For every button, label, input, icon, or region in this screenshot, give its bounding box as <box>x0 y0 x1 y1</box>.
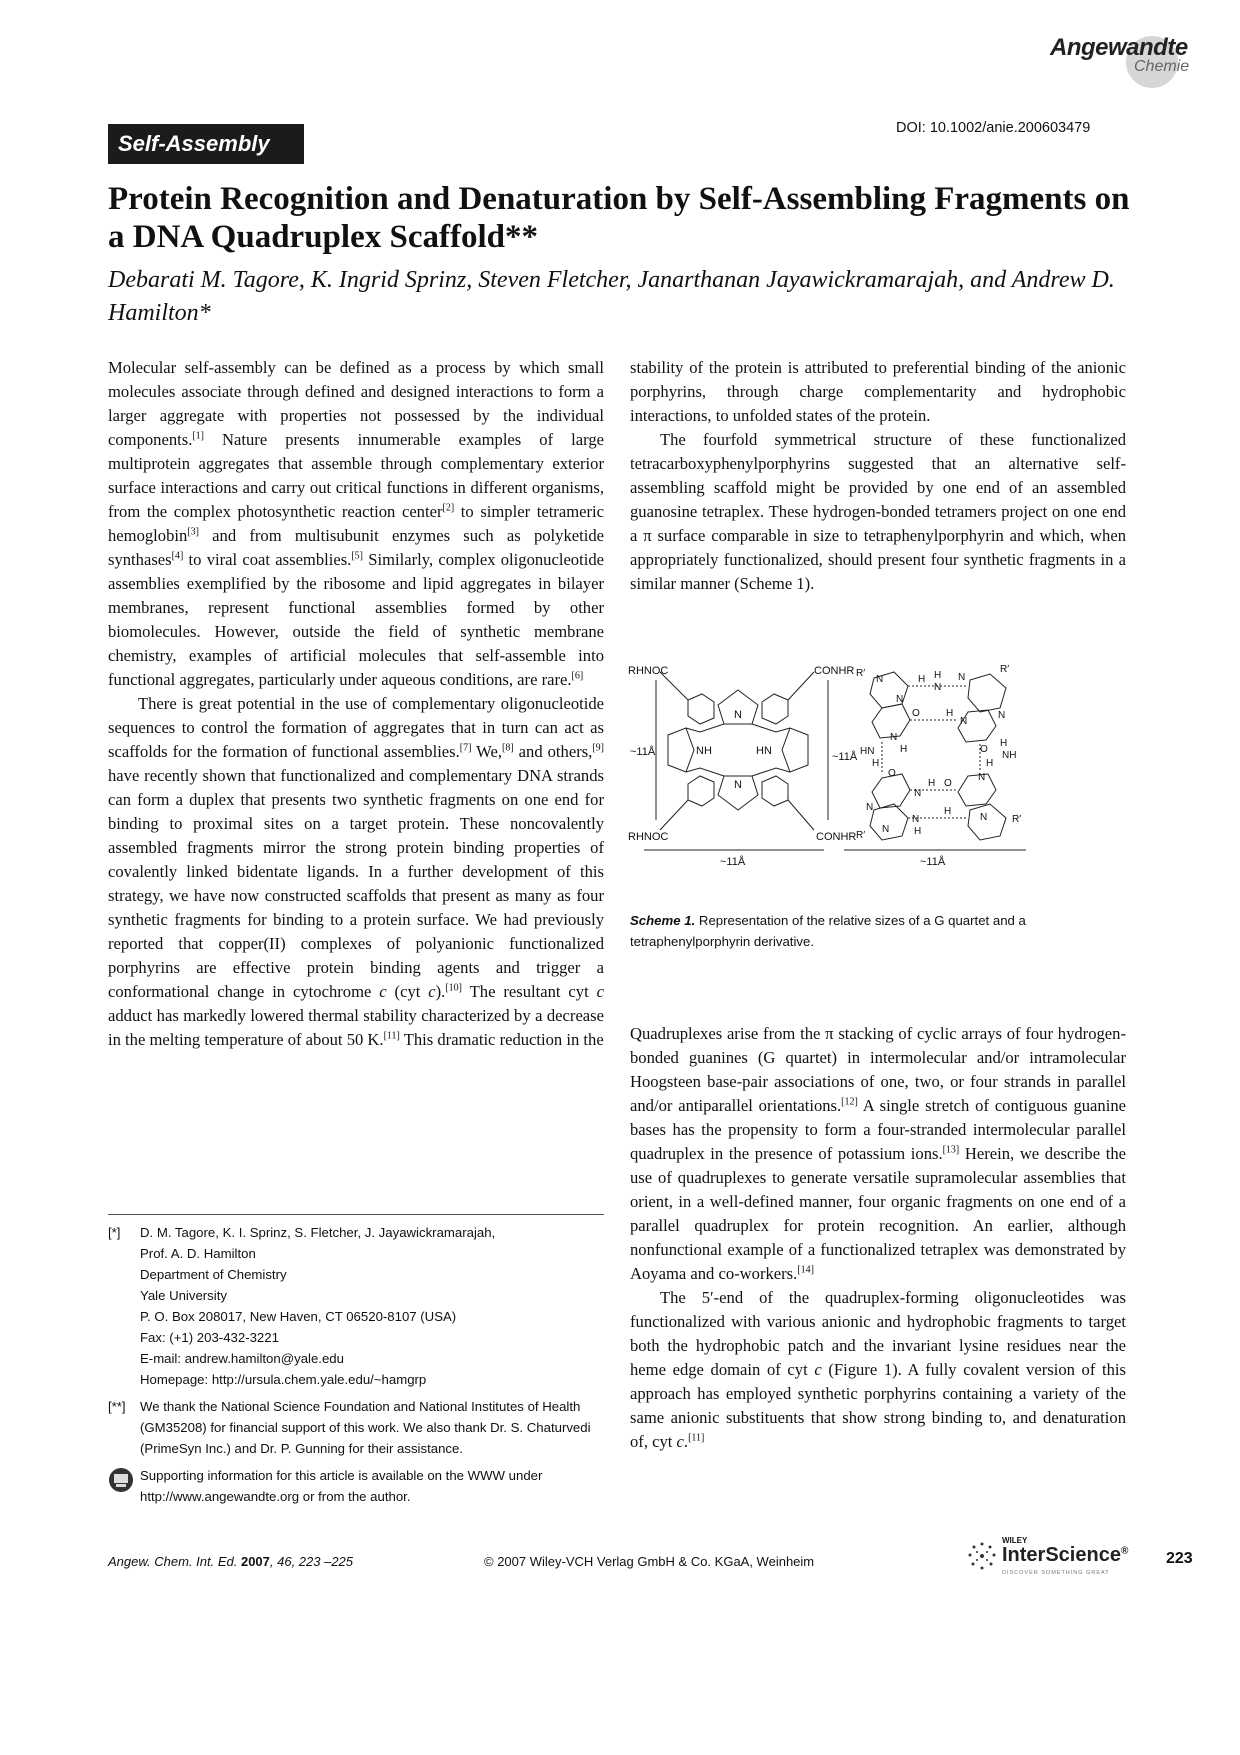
interscience-logo <box>966 1536 1136 1586</box>
quartet-label: H <box>928 778 936 789</box>
quartet-label: O <box>888 768 896 779</box>
interscience-label: InterScience® <box>1002 1544 1129 1566</box>
paragraph: There is great potential in the use of complementary oligonucleotide sequences to control the formation of aggregates that in turn can act as scaffolds for the formation of functional assemblies.[7] We,[8] and others,[9] have recently shown that functionalized and complementary DNA strands can form a duplex that presents two synthetic fragments on one end for binding to proximal sites on a target protein. These noncovalently assembled fragments mirror the strong protein binding properties of covalently linked bidentate ligands. In a further development of this strategy, we have now constructed scaffolds that present as many as four synthetic fragments for binding to a protein surface. We had previously reported that copper(II) complexes of polyanionic functionalized porphyrins are effective protein binding agents and trigger a conformational change in cytochrome c (cyt c).[10] The resultant cyt c adduct has markedly lowered thermal stability characterized by a decrease in the melting temperature of about 50 K.[11] This dramatic reduction in the <box>108 694 604 1049</box>
quartet-label: N <box>890 732 898 743</box>
quartet-label: H <box>918 674 926 685</box>
dimension-label: ~11Å <box>920 856 946 868</box>
scheme-label: RHNOC <box>628 665 669 677</box>
footnote-mark: [**] <box>108 1399 126 1414</box>
quartet-label: H <box>934 670 942 681</box>
quartet-label: H <box>872 758 880 769</box>
scheme-label: N <box>734 709 742 721</box>
footnote-supporting-info: Supporting information for this article is available on the WWW under http://www.angewandte.org or from the author. <box>108 1465 608 1507</box>
quartet-label: H <box>946 708 954 719</box>
dimension-label: ~11Å <box>832 751 858 763</box>
scheme-label: CONHR <box>814 665 855 677</box>
quartet-label: R′ <box>856 830 866 841</box>
computer-icon <box>108 1467 134 1493</box>
homepage-link[interactable]: Homepage: http://ursula.chem.yale.edu/~hamgrp <box>140 1372 427 1387</box>
logo-line1: Angewandte <box>1050 34 1188 61</box>
quartet-label: HN <box>860 746 875 757</box>
quartet-label: O <box>944 778 952 789</box>
authors: Debarati M. Tagore, K. Ingrid Sprinz, Steven Fletcher, Janarthanan Jayawickramarajah, and Andrew D. Hamilton* <box>108 267 1115 326</box>
interscience-globe-icon <box>966 1540 998 1572</box>
scheme-label: RHNOC <box>628 831 669 843</box>
article-title: Protein Recognition and Denaturation by Self-Assembling Fragments on a DNA Quadruplex Scaffold** <box>108 181 1130 255</box>
right-column-top <box>630 356 1126 596</box>
scheme-caption <box>630 910 1126 952</box>
paragraph: Quadruplexes arise from the π stacking of cyclic arrays of four hydrogen-bonded guanines (G quartet) in intermolecular and/or intramolecular Hoogsteen base-pair associations of one, two, or four strands in parallel and/or antiparallel orientations.[12] A single stretch of contiguous guanine bases has the propensity to form a four-stranded intermolecular parallel quadruplex in the presence of potassium ions.[13] Herein, we describe the use of quadruplexes to generate versatile supramolecular assemblies that orient, in a well-defined manner, four organic fragments on one end of a parallel quadruplex for protein recognition. An earlier, although nonfunctional example of a functionalized tetraplex was demonstrated by Aoyama and co-workers.[14] <box>630 1024 1126 1283</box>
footnote-affiliation: [*] D. M. Tagore, K. I. Sprinz, S. Fletcher, J. Jayawickramarajah, Prof. A. D. Hamilton Department of Chemistry Yale University P. O. Box 208017, New Haven, CT 06520-8107 (USA) Fax: (+1) 203-432-3221 E-mail: andrew.hamilton@yale.edu Homepage: http://ursula.chem.yale.edu/~hamgrp <box>108 1222 608 1390</box>
quartet-label: O <box>980 744 988 755</box>
quartet-label: O <box>912 708 920 719</box>
quartet-label: R′ <box>856 668 866 679</box>
interscience-tagline: DISCOVER SOMETHING GREAT <box>1002 1570 1110 1576</box>
paragraph: The fourfold symmetrical structure of these functionalized tetracarboxyphenylporphyrins suggested that an alternative self-assembling scaffold might be provided by one end of an assembled guanosine tetraplex. These hydrogen-bonded tetramers project on one end a π surface comparable in size to tetraphenylporphyrin and which, when appropriately functionalized, should present four synthetic fragments in a similar manner (Scheme 1). <box>630 430 1126 593</box>
quartet-label: N <box>876 674 884 685</box>
footnote-rule <box>108 1214 604 1215</box>
right-column-bottom <box>630 1022 1126 1454</box>
copyright: © 2007 Wiley-VCH Verlag GmbH & Co. KGaA, Weinheim <box>484 1554 815 1569</box>
caption-text: Representation of the relative sizes of a G quartet and a tetraphenylporphyrin derivative. <box>630 913 1026 949</box>
page-number: 223 <box>1166 1550 1193 1567</box>
quartet-label: N <box>914 788 922 799</box>
dimension-label: ~11Å <box>720 856 746 868</box>
footnote-mark: [*] <box>108 1225 121 1240</box>
quartet-label: H <box>944 806 952 817</box>
journal-citation: Angew. Chem. Int. Ed. 2007, 46, 223 –225 <box>108 1554 354 1569</box>
quartet-label: N <box>980 812 988 823</box>
quartet-label: N <box>912 814 920 825</box>
quartet-label: H <box>1000 738 1008 749</box>
quartet-label: N <box>866 802 874 813</box>
quartet-label: H <box>986 758 994 769</box>
quartet-label: N <box>960 716 968 727</box>
logo-line2: Chemie <box>1134 58 1190 75</box>
section-tag: Self-Assembly <box>108 124 304 164</box>
wiley-label: WILEY <box>1002 1536 1028 1545</box>
scheme-label: NH <box>696 745 712 757</box>
scheme-1-figure <box>628 660 1128 900</box>
scheme-label: N <box>734 779 742 791</box>
quartet-label: R′ <box>1012 814 1022 825</box>
left-column <box>108 356 604 1052</box>
quartet-label: R′ <box>1000 664 1010 675</box>
scheme-label: HN <box>756 745 772 757</box>
paragraph: The 5′-end of the quadruplex-forming oligonucleotides was functionalized with various anionic and hydrophobic fragments to target both the hydrophobic patch and the invariant lysine residues near the heme edge domain of cyt c (Figure 1). A fully covalent version of this approach has employed synthetic porphyrins containing a variety of the same anionic substituents that show strong binding to, and denaturation of, cyt c.[11] <box>630 1288 1126 1451</box>
footnotes <box>108 1222 608 1507</box>
paragraph: stability of the protein is attributed to preferential binding of the anionic porphyrins, through charge complementarity and hydrophobic interactions, to unfolded states of the protein. <box>630 358 1126 425</box>
footnote-acknowledgment: [**] We thank the National Science Foundation and National Institutes of Health (GM35208) for financial support of this work. We also thank Dr. S. Chaturvedi (PrimeSyn Inc.) and Dr. P. Gunning for their assistance. <box>108 1396 608 1459</box>
quartet-label: H <box>914 826 922 837</box>
quartet-label: N <box>934 682 942 693</box>
journal-logo <box>1050 30 1220 90</box>
dimension-label: ~11Å <box>630 746 656 758</box>
quartet-label: N <box>998 710 1006 721</box>
paragraph: Molecular self-assembly can be defined as a process by which small molecules associate through defined and designed interactions to form a larger aggregate with properties not possessed by the individual components.[1] Nature presents innumerable examples of large multiprotein aggregates that assemble through complementary exterior surface interactions and carry out critical functions in different organisms, from the complex photosynthetic reaction center[2] to simpler tetrameric hemoglobin[3] and from multisubunit enzymes such as polyketide synthases[4] to viral coat assemblies.[5] Similarly, complex oligonucleotide assemblies exemplified by the ribosome and lipid aggregates in bilayer membranes, represent functional assemblies formed by other biomolecules. However, outside the field of synthetic membrane chemistry, examples of artificial molecules that self-assemble into functional aggregates, particularly under aqueous conditions, are rare.[6] <box>108 358 604 689</box>
quartet-label: H <box>900 744 908 755</box>
scheme-label: CONHR <box>816 831 857 843</box>
email-link[interactable]: E-mail: andrew.hamilton@yale.edu <box>140 1351 344 1366</box>
quartet-label: N <box>978 772 986 783</box>
quartet-label: N <box>882 824 890 835</box>
quartet-label: N <box>958 672 966 683</box>
doi: DOI: 10.1002/anie.200603479 <box>896 120 1091 136</box>
caption-label: Scheme 1. <box>630 913 696 928</box>
quartet-label: N <box>896 694 904 705</box>
quartet-label: NH <box>1002 750 1017 761</box>
